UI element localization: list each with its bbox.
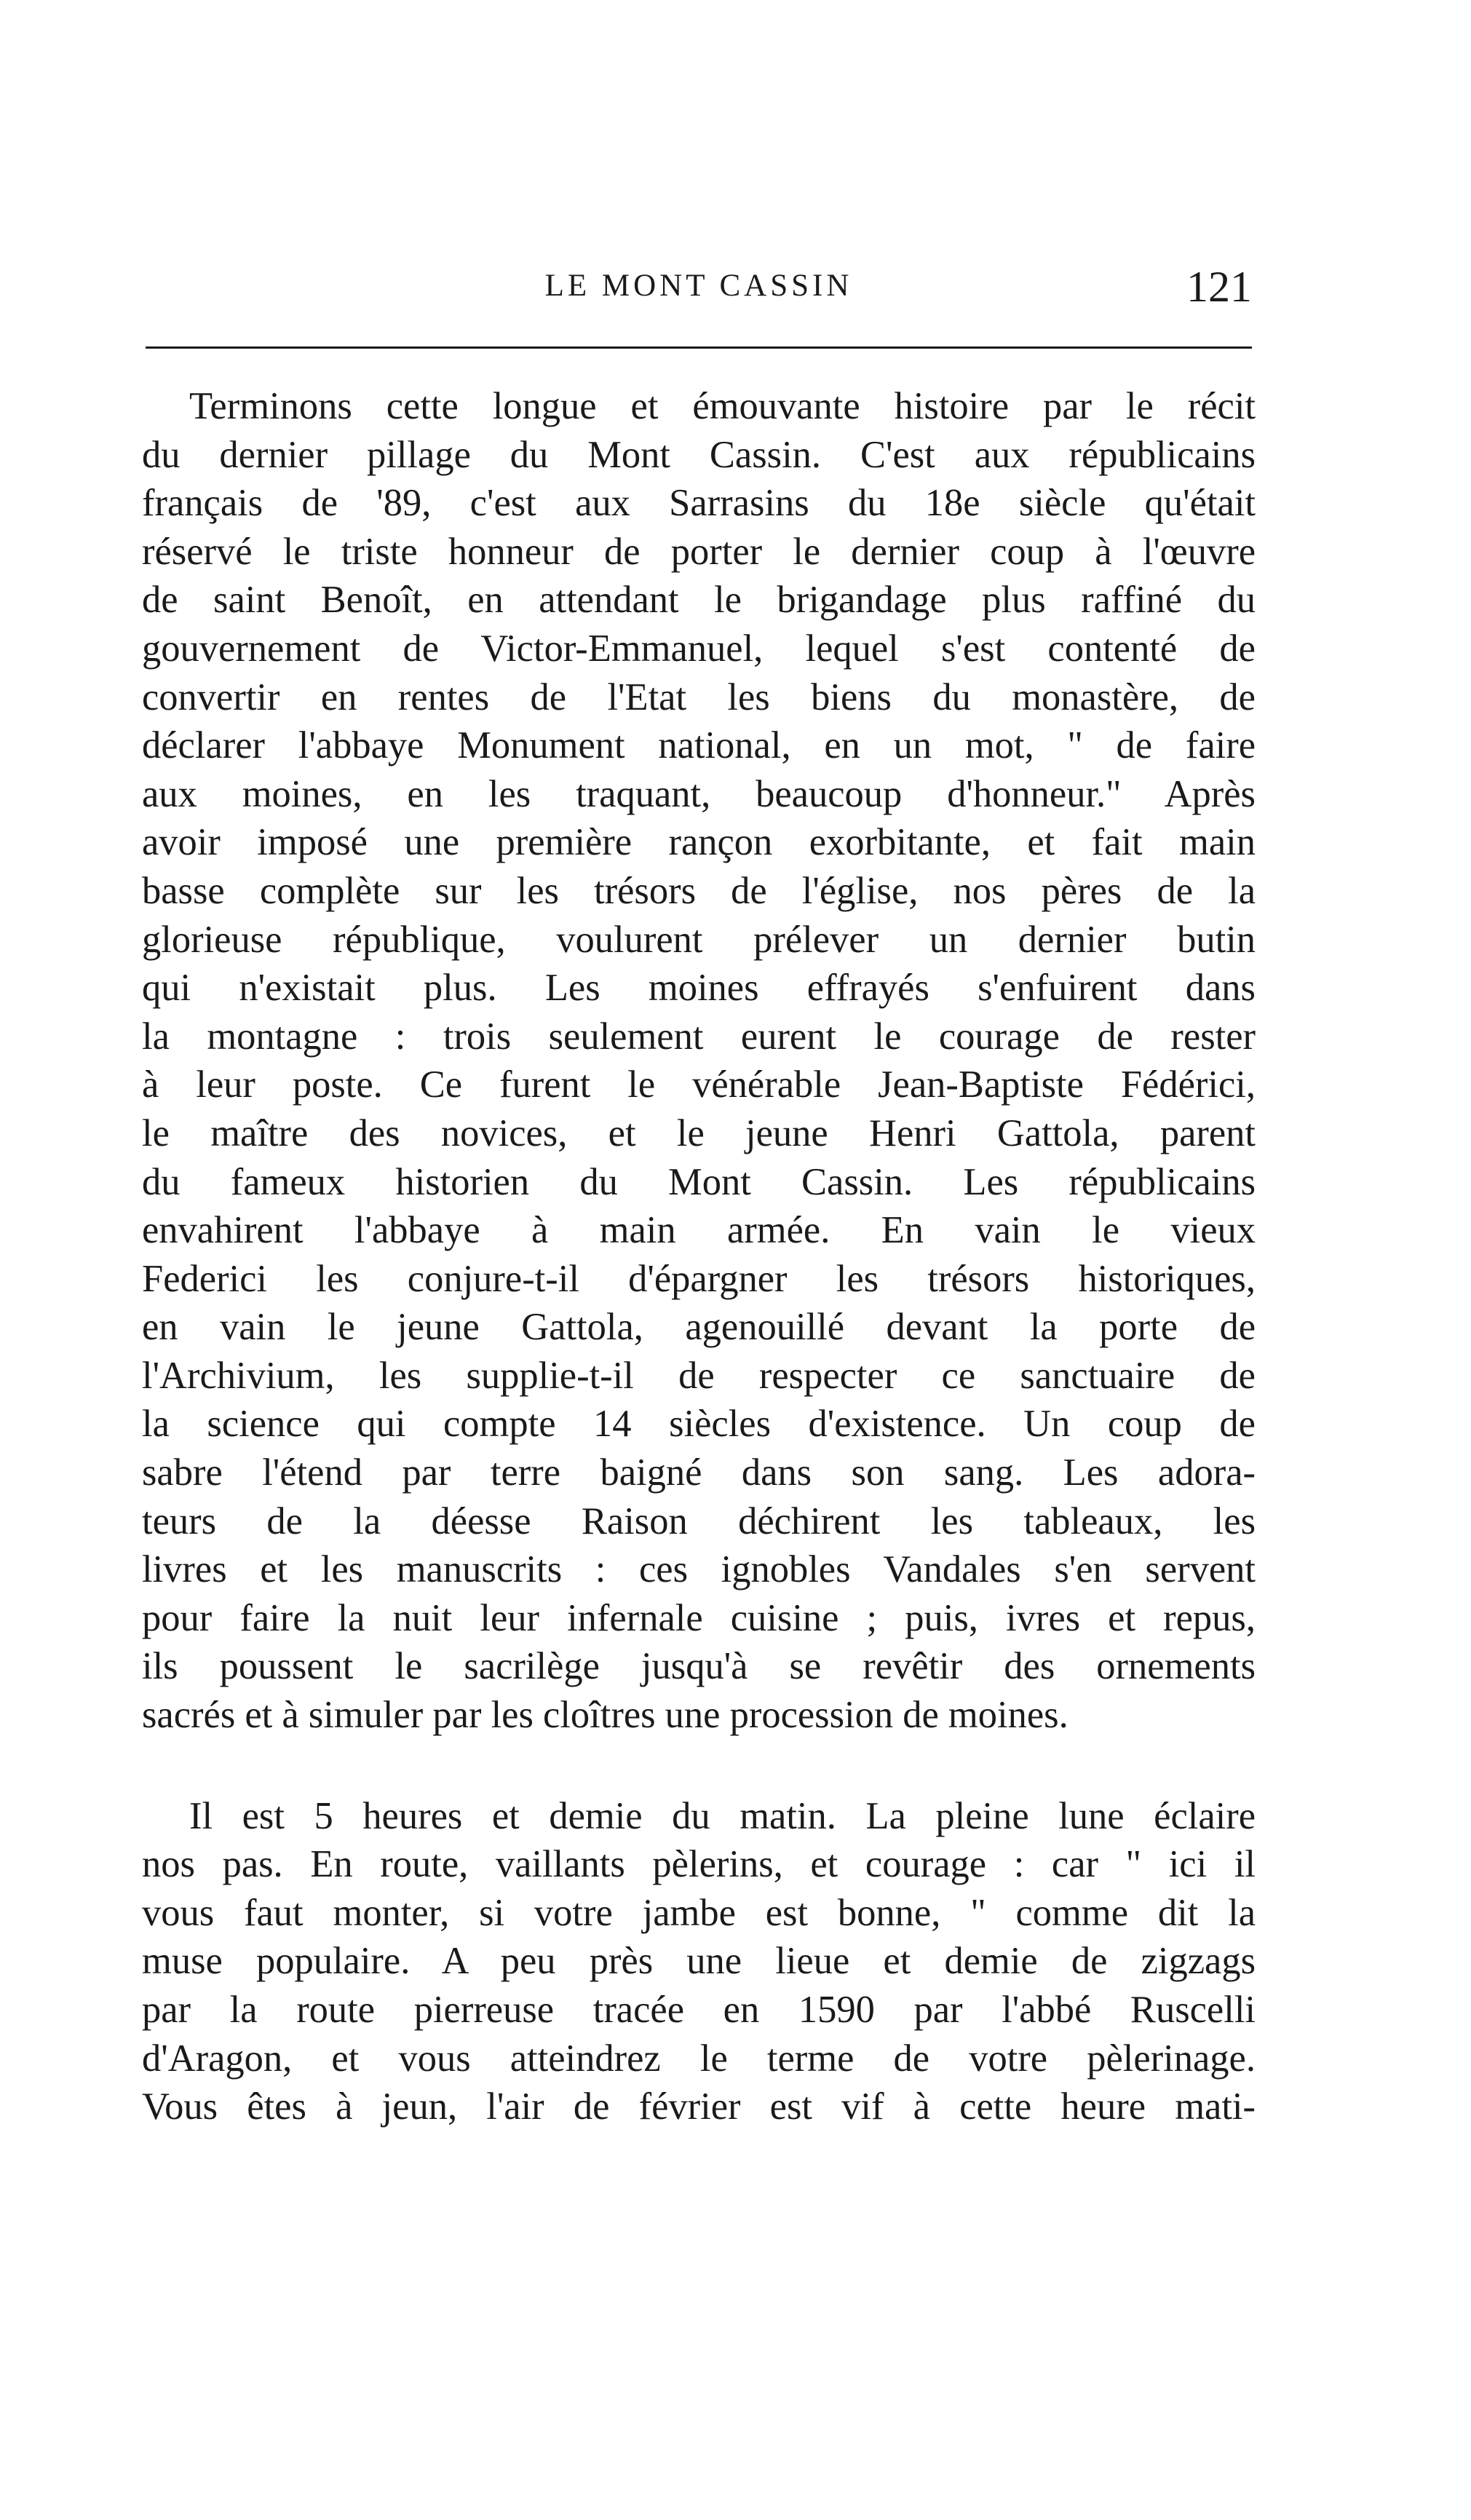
text-line: aux moines, en les traquant, beaucoup d'honneur." Après xyxy=(142,772,1256,815)
text-line: basse complète sur les trésors de l'église, nos pères de la xyxy=(142,869,1256,912)
text-line: nos pas. En route, vaillants pèlerins, et courage : car " ici il xyxy=(142,1843,1256,1886)
header-rule xyxy=(146,346,1252,349)
text-line: Vous êtes à jeun, l'air de février est vif à cette heure mati- xyxy=(142,2085,1256,2128)
text-line: envahirent l'abbaye à main armée. En vain le vieux xyxy=(142,1209,1256,1252)
text-line: ils poussent le sacrilège jusqu'à se revêtir des ornements xyxy=(142,1645,1256,1688)
text-line: du dernier pillage du Mont Cassin. C'est aux républicains xyxy=(142,433,1256,476)
body-text xyxy=(142,382,1256,2131)
text-line: sabre l'étend par terre baigné dans son sang. Les adora- xyxy=(142,1451,1256,1494)
text-line: le maître des novices, et le jeune Henri Gattola, parent xyxy=(142,1112,1256,1154)
text-line: la science qui compte 14 siècles d'existence. Un coup de xyxy=(142,1403,1256,1446)
text-line: teurs de la déesse Raison déchirent les tableaux, les xyxy=(142,1499,1256,1542)
text-line: français de '89, c'est aux Sarrasins du 18e siècle qu'était xyxy=(142,482,1256,525)
running-head xyxy=(146,263,1252,319)
text-line: vous faut monter, si votre jambe est bonne, " comme dit la xyxy=(142,1891,1256,1934)
text-line: déclarer l'abbaye Monument national, en un mot, " de faire xyxy=(142,724,1256,767)
text-line: la montagne : trois seulement eurent le courage de rester xyxy=(142,1015,1256,1058)
paragraph-1 xyxy=(142,382,1256,1740)
text-line: de saint Benoît, en attendant le brigandage plus raffiné du xyxy=(142,579,1256,622)
text-line: d'Aragon, et vous atteindrez le terme de votre pèlerinage. xyxy=(142,2037,1256,2080)
text-line: réservé le triste honneur de porter le dernier coup à l'œuvre xyxy=(142,530,1256,573)
text-line: pour faire la nuit leur infernale cuisine ; puis, ivres et repus, xyxy=(142,1596,1256,1639)
text-line: par la route pierreuse tracée en 1590 par l'abbé Ruscelli xyxy=(142,1989,1256,2031)
page-number: 121 xyxy=(1186,263,1252,311)
text-line: muse populaire. A peu près une lieue et demie de zigzags xyxy=(142,1940,1256,1983)
running-title: LE MONT CASSIN xyxy=(544,269,853,303)
text-line: glorieuse république, voulurent prélever un dernier butin xyxy=(142,918,1256,961)
text-line: à leur poste. Ce furent le vénérable Jean-Baptiste Fédérici, xyxy=(142,1063,1256,1106)
text-line: en vain le jeune Gattola, agenouillé devant la porte de xyxy=(142,1306,1256,1349)
text-line: Il est 5 heures et demie du matin. La pleine lune éclaire xyxy=(189,1794,1256,1837)
text-line: du fameux historien du Mont Cassin. Les républicains xyxy=(142,1160,1256,1203)
text-line: gouvernement de Victor-Emmanuel, lequel s'est contenté de xyxy=(142,627,1256,670)
text-line: Federici les conjure-t-il d'épargner les trésors historiques, xyxy=(142,1257,1256,1300)
paragraph-2 xyxy=(142,1792,1256,2131)
text-line: avoir imposé une première rançon exorbitante, et fait main xyxy=(142,821,1256,864)
text-line: convertir en rentes de l'Etat les biens du monastère, de xyxy=(142,675,1256,718)
text-line: livres et les manuscrits : ces ignobles Vandales s'en servent xyxy=(142,1548,1256,1591)
text-line: l'Archivium, les supplie-t-il de respecter ce sanctuaire de xyxy=(142,1354,1256,1397)
text-line: Terminons cette longue et émouvante histoire par le récit xyxy=(189,385,1256,427)
text-line: qui n'existait plus. Les moines effrayés s'enfuirent dans xyxy=(142,967,1256,1010)
text-line: sacrés et à simuler par les cloîtres une procession de moines. xyxy=(142,1694,1068,1737)
